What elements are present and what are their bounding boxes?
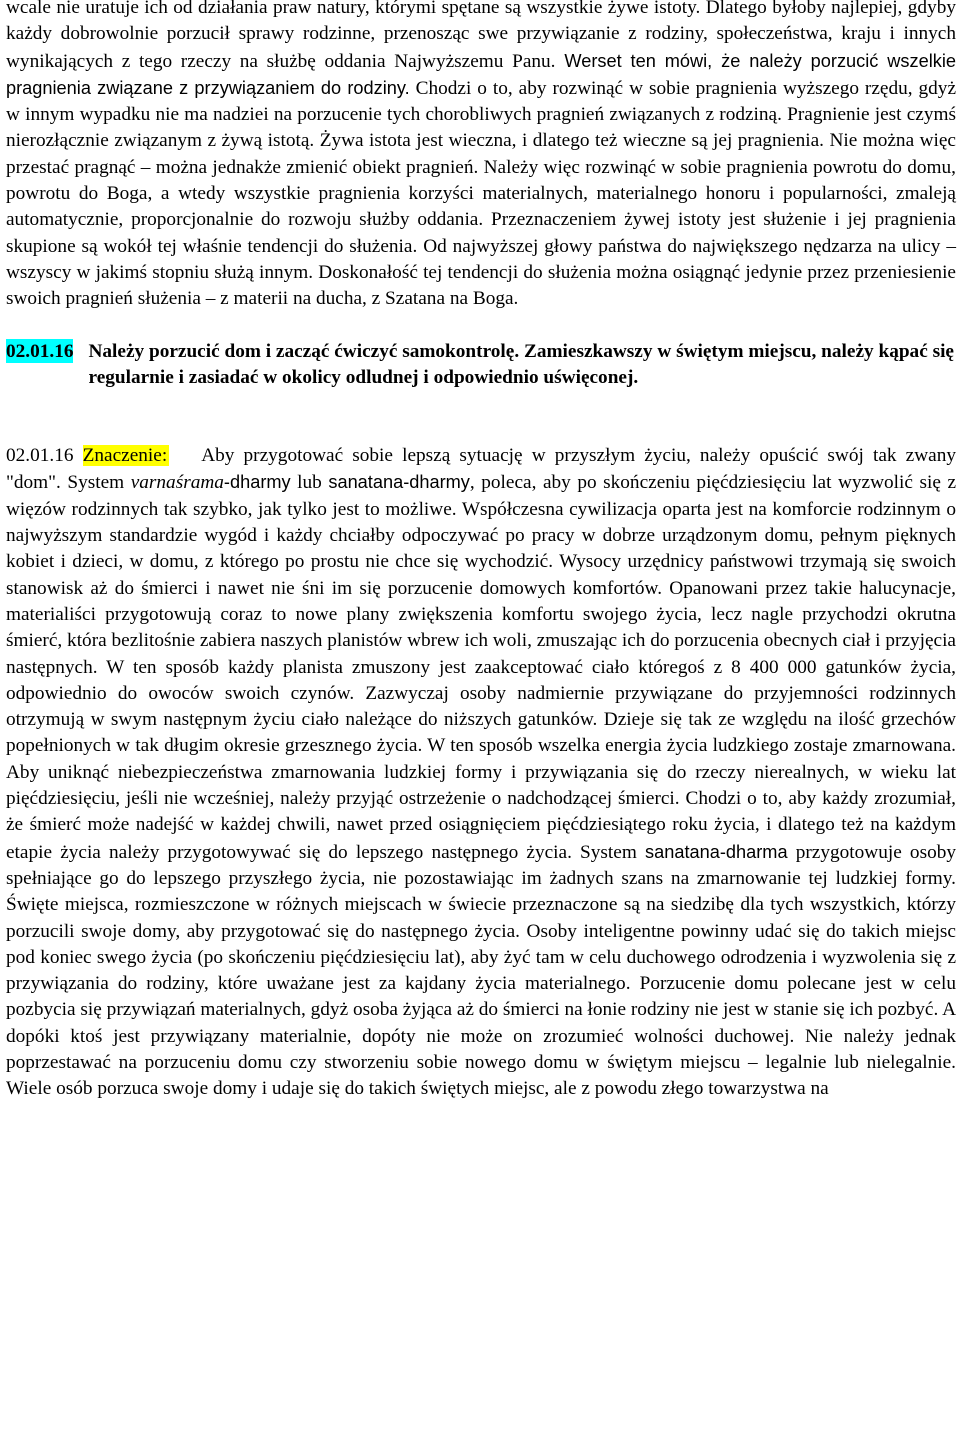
- meaning-term-dharmy: -dharmy: [223, 472, 291, 493]
- intro-text-5: Należy więc rozwinąć w sobie pragnienia powrotu do domu, powrotu do Boga, a wtedy wszystkie pragnienia korzyści materialnych, materialnego honoru i popularności, zmaleją automatycznie, proporcjonalnie do rozwoju służby oddania. Przeznaczeniem żywej istoty jest służenie i jej pragnienia skupione są wokół tej właśnie tendencji do służenia. Od najwyższej głowy państwa do największego nędzarza na ulicy – wszyscy w jakimś stopniu służą innym. Doskonałość tej tendencji do służenia można osiągnąć jedynie przez przeniesienie swoich pragnień służenia – z materii na ducha, z Szatana na Boga.: [6, 156, 956, 310]
- intro-text-1: wcale nie uratuje ich od działania praw natury, którymi spętane są wszystkie żywe istoty. Dlatego byłoby najlepiej, gdyby każdy dobrowolnie porzucił sprawy rodzinne, przenosząc swe przywiązanie z rodziny, społeczeństwa, kraju i innych wynikających z tego rzeczy na służbę oddania Najwyższemu Panu.: [6, 0, 956, 72]
- meaning-text-4: przygotowuje osoby spełniające go do lepszego przyszłego życia, nie pozostawiając im żadnych szans na zmarnowanie tej ludzkiej formy. Święte miejsca, rozmieszczone w różnych miejscach w świecie przeznaczone są na siedzibę dla tych wszystkich, którzy porzucili swoje domy, aby przygotować się do następnego życia. Osoby inteligentne powinny udać się do takich miejsc pod koniec swego życia (po skończeniu pięćdziesięciu lat), aby żyć tam w celu duchowego odrodzenia i wyzwolenia się z przywiązania do rodziny, które uważane jest za kajdany życia materialnego. Porzucenie domu polecane jest w celu pozbycia się przywiązań materialnych, gdyż osoba żyjąca aż do śmierci na łonie rodziny nie jest w stanie się ich pozbyć. A dopóki ktoś jest przywiązany materialnie, dopóty nie może on zrozumieć wolności duchowej. Nie należy jednak poprzestawać na porzuceniu domu czy stworzeniu sobie nowego domu w świętym miejscu – legalnie lub nielegalnie. Wiele osób porzuca swoje domy i udaje się do takich świętych miejsc, ale z powodu złego towarzystwa na: [6, 841, 956, 1100]
- meaning-text-3: , poleca, aby po skończeniu pięćdziesięciu lat wyzwolić się z więzów rodzinnych tak szybko, jak tylko jest to możliwe. Współczesna cywilizacja oparta jest na komforcie rodzinnym o najwyższym standardzie wygód i każdy chciałby odpoczywać po pracy w dobrze urządzonym domu, pełnym pięknych kobiet i dzieci, w domu, z którego po prostu nie chce się wychodzić. Wysocy urzędnicy państwowi trzymają się swoich stanowisk aż do śmierci i nawet nie śni im się porzucenie domowych komfortów. Opanowani przez takie halucynacje, materialiści przygotowują coraz to nowe plany zwiększenia komfortu swojego życia, lecz nagle przychodzi okrutna śmierć, która bezlitośnie zabiera naszych planistów wbrew ich woli, zmuszając ich do porzucenia obecnych ciał i przyjęcia następnych. W ten sposób każdy planista zmuszony jest zaakceptować ciało któregoś z 8 400 000 gatunków życia, odpowiednio do owoców swoich czynów. Zazwyczaj osoby nadmiernie przywiązane do przyjemności rodzinnych otrzymują w swym następnym życiu ciało należące do niższych gatunków. Dzieje się tak ze względu na ilość grzechów popełnionych w tak długim okresie grzesznego życia. W ten sposób wszelka energia życia ludzkiego zostaje zmarnowana. Aby uniknąć niebezpieczeństwa zmarnowania ludzkiej formy i przywiązania się do rzeczy nierealnych, w wieku lat pięćdziesięciu, jeśli nie wcześniej, należy przyjąć ostrzeżenie o nadchodzącej śmierci. Chodzi o to, aby każdy zrozumiał, że śmierć może nadejść w każdej chwili, nawet przed osiągnięciem pięćdziesiątego roku życia, i dlatego też na każdym etapie życia należy przygotowywać się do lepszego następnego życia. System: [6, 472, 957, 863]
- meaning-term-sanatana-dharmy: sanatana-dharmy: [328, 472, 470, 493]
- meaning-paragraph: [6, 443, 956, 1102]
- verse-block: [6, 339, 956, 392]
- verse-number: 02.01.16: [6, 340, 74, 362]
- meaning-text-1: Aby przygotować sobie lepszą sytuację w przyszłym życiu, należy opuścić swój tak zwany "dom". System: [6, 445, 956, 494]
- meaning-term-sanatana-dharma: sanatana-dharma: [645, 841, 788, 862]
- verse-text: Należy porzucić dom i zacząć ćwiczyć samokontrolę. Zamieszkawszy w świętym miejscu, należy kąpać się regularnie i zasiadać w okolicy odludnej i odpowiednio uświęconej.: [88, 340, 954, 388]
- meaning-number: 02.01.16: [6, 445, 74, 467]
- intro-text-3: Chodzi o to, aby rozwinąć w sobie pragnienia wyższego rzędu, gdyż w innym wypadku nie ma nadziei na porzucenie tych chorobliwych pragnień związanych z rodziną. Pragnienie jest czymś nierozłącznie związanym z żywą istotą.: [6, 77, 957, 152]
- meaning-label: Znaczenie:: [82, 445, 168, 467]
- meaning-text-2: lub: [290, 472, 329, 494]
- intro-text-4: Żywa istota jest wieczna, i dlatego też wieczne są jej pragnienia. Nie można więc przestać pragnąć – można jednakże zmienić obiekt pragnień.: [6, 130, 956, 178]
- intro-text-2: Werset ten mówi, że należy porzucić wszelkie pragnienia związane z przywiązaniem do rodziny.: [6, 50, 956, 98]
- intro-paragraph: [6, 0, 956, 313]
- meaning-term-varnasrama: varnaśrama: [130, 472, 224, 494]
- document-page: [6, 0, 956, 1103]
